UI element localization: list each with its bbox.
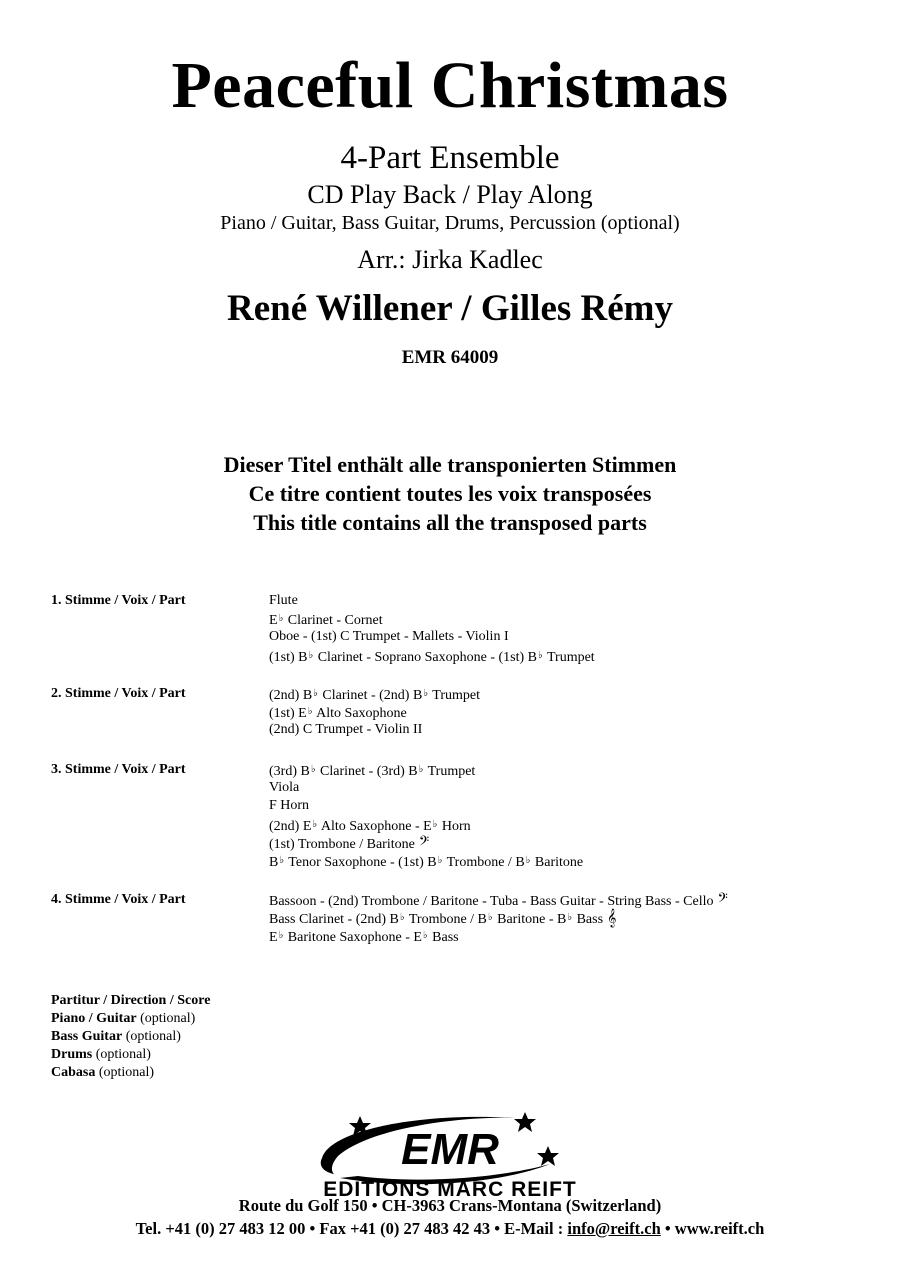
- score-parts-list: [51, 992, 210, 1082]
- composer-credit: René Willener / Gilles Rémy: [226, 288, 673, 329]
- score-list-item: Piano / Guitar (optional): [51, 1011, 196, 1026]
- flat-sign-icon: ♭: [423, 688, 429, 699]
- instrument-text: Clarinet - (2nd) B: [318, 688, 423, 703]
- flat-sign-icon: ♭: [278, 613, 284, 625]
- instrument-text: (1st) E: [269, 706, 307, 722]
- instrument-line: [269, 834, 583, 852]
- instrument-text: Trombone / B: [443, 854, 525, 870]
- instrument-text: Bassoon - (2nd) Trombone / Baritone - Tuba - Bass Guitar - String Bass - Cello: [269, 894, 714, 909]
- instrument-text: Baritone Saxophone - E: [284, 930, 422, 946]
- score-list-item: Bass Guitar (optional): [51, 1029, 181, 1044]
- instrument-text: Bass Clarinet - (2nd) B: [269, 912, 399, 928]
- instrument-line: [269, 592, 595, 610]
- instrument-text: Viola: [269, 780, 300, 796]
- instrument-text: Bass: [428, 930, 459, 946]
- flat-sign-icon: ♭: [422, 930, 428, 942]
- instrument-text: Trumpet: [424, 764, 476, 779]
- flat-sign-icon: ♭: [525, 854, 531, 866]
- instrument-line: [269, 797, 583, 815]
- part-3-instruments: [269, 761, 583, 870]
- instrument-line: [269, 685, 480, 703]
- instrument-text: (3rd) B: [269, 764, 310, 779]
- instrument-text: Tenor Saxophone - (1st) B: [285, 854, 437, 870]
- instrument-line: [269, 610, 595, 628]
- instrument-text: E: [269, 930, 278, 946]
- instrument-line: [269, 761, 583, 779]
- instrument-text: Oboe - (1st) C Trumpet - Mallets - Violin I: [269, 629, 509, 645]
- flat-sign-icon: ♭: [278, 930, 284, 942]
- notice-english: This title contains all the transposed parts: [253, 510, 647, 535]
- ensemble-subtitle: 4-Part Ensemble: [340, 140, 560, 176]
- part-3-label: 3. Stimme / Voix / Part: [51, 762, 186, 777]
- flat-sign-icon: ♭: [307, 706, 313, 718]
- flat-sign-icon: ♭: [538, 649, 543, 661]
- instrument-text: (1st) B: [269, 649, 308, 665]
- instrument-text: Baritone: [531, 854, 584, 870]
- part-2-instruments: [269, 685, 480, 740]
- instrument-text: Baritone - B: [493, 912, 567, 928]
- publisher-name: EDITIONS MARC REIFT: [323, 1178, 577, 1200]
- catalog-number: EMR 64009: [401, 347, 499, 368]
- email-link[interactable]: info@reift.ch: [567, 1219, 661, 1238]
- instrument-line: [269, 891, 728, 909]
- instrument-text: Alto Saxophone: [313, 706, 407, 722]
- instrument-line: [269, 628, 595, 646]
- publisher-address: Route du Golf 150 • CH-3963 Crans-Montana (Switzerland): [238, 1196, 662, 1215]
- part-2-label: 2. Stimme / Voix / Part: [51, 686, 186, 701]
- flat-sign-icon: ♭: [312, 818, 318, 830]
- instrument-text: Alto Saxophone - E: [318, 818, 432, 834]
- arranger-credit: Arr.: Jirka Kadlec: [357, 245, 543, 274]
- emr-logo: [300, 1108, 600, 1200]
- instrument-line: [269, 721, 480, 739]
- instrument-text: Trumpet: [429, 688, 480, 703]
- instrument-line: [269, 927, 728, 945]
- instrument-line: [269, 703, 480, 721]
- instrument-text: (2nd) C Trumpet - Violin II: [269, 722, 423, 738]
- instrument-text: (2nd) B: [269, 688, 313, 703]
- flat-sign-icon: ♭: [399, 912, 405, 924]
- treble-clef-icon: 𝄞: [607, 908, 617, 928]
- flat-sign-icon: ♭: [487, 912, 493, 924]
- instrument-text: Flute: [269, 593, 298, 608]
- flat-sign-icon: ♭: [310, 764, 316, 775]
- instrument-text: Bass: [573, 912, 604, 928]
- flat-sign-icon: ♭: [308, 649, 314, 661]
- instrument-text: Clarinet - Cornet: [284, 613, 383, 629]
- part-1-label: 1. Stimme / Voix / Part: [51, 593, 186, 608]
- score-list-item: Cabasa (optional): [51, 1065, 155, 1080]
- instrument-text: (2nd) E: [269, 818, 312, 834]
- bass-clef-icon: 𝄢: [717, 890, 728, 909]
- score-list-item: Drums (optional): [51, 1047, 151, 1062]
- instrumentation-line: Piano / Guitar, Bass Guitar, Drums, Percussion (optional): [220, 212, 680, 234]
- instrument-line: [269, 816, 583, 834]
- publisher-contact: Tel. +41 (0) 27 483 12 00 • Fax +41 (0) 27 483 42 43 • E-Mail : info@reift.ch • www.reift.ch: [135, 1219, 765, 1238]
- instrument-text: E: [269, 613, 278, 629]
- page-title: Peaceful Christmas: [171, 49, 729, 122]
- instrument-line: [269, 779, 583, 797]
- instrument-text: Horn: [438, 818, 471, 834]
- flat-sign-icon: ♭: [437, 854, 443, 866]
- instrument-text: F Horn: [269, 798, 310, 814]
- instrument-text: (1st) Trombone / Baritone: [269, 836, 415, 852]
- instrument-line: [269, 647, 595, 665]
- part-1-instruments: [269, 592, 595, 665]
- flat-sign-icon: ♭: [418, 764, 424, 775]
- part-4-instruments: [269, 891, 728, 946]
- flat-sign-icon: ♭: [313, 688, 318, 699]
- instrument-text: Clarinet - Soprano Saxophone - (1st) B: [314, 649, 538, 665]
- instrument-line: [269, 852, 583, 870]
- instrument-text: B: [269, 854, 279, 870]
- flat-sign-icon: ♭: [567, 912, 573, 924]
- score-list-item: Partitur / Direction / Score: [51, 993, 211, 1008]
- instrument-text: Trombone / B: [405, 912, 487, 928]
- notice-german: Dieser Titel enthält alle transponierten Stimmen: [223, 452, 677, 477]
- flat-sign-icon: ♭: [279, 854, 285, 866]
- instrument-text: Clarinet - (3rd) B: [316, 764, 418, 779]
- notice-french: Ce titre contient toutes les voix transposées: [248, 481, 652, 506]
- part-4-label: 4. Stimme / Voix / Part: [51, 892, 186, 907]
- instrument-line: [269, 909, 728, 927]
- bass-clef-icon: 𝄢: [418, 832, 430, 852]
- instrument-text: Trumpet: [543, 649, 595, 665]
- playback-subtitle: CD Play Back / Play Along: [307, 180, 593, 209]
- logo-mark: EMR: [401, 1125, 499, 1174]
- flat-sign-icon: ♭: [432, 818, 438, 830]
